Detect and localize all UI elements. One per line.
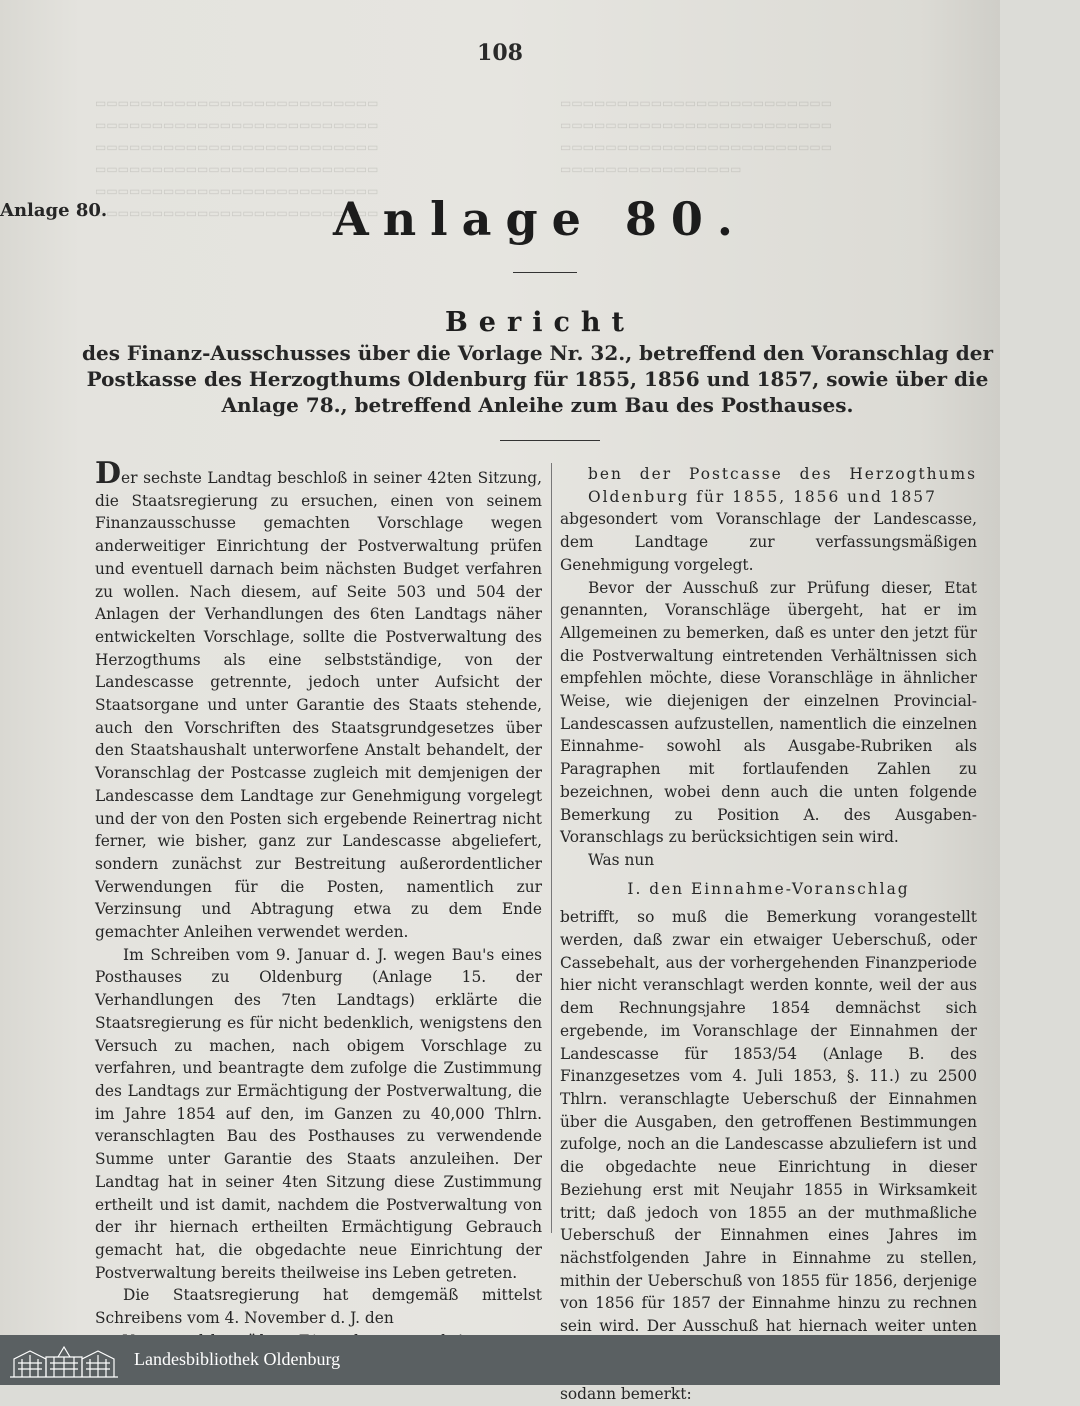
right-paragraph-3: Was nun <box>588 850 655 869</box>
left-paragraph-1 <box>95 456 542 944</box>
subtitle-rule <box>500 440 600 441</box>
footer-bar <box>0 1335 1000 1385</box>
right-paragraph-1-heading: ben der Postcasse des Herzogthums Oldenburg für 1855, 1856 und 1857 <box>588 465 977 506</box>
report-heading: Bericht <box>444 307 636 338</box>
right-paragraph-5: sodann bemerkt: <box>560 1385 692 1404</box>
page-number: 108 <box>477 40 523 66</box>
library-name[interactable]: Landesbibliothek Oldenburg <box>134 1349 341 1369</box>
bleed-through-right: ▭▭▭▭▭▭▭▭▭▭▭▭▭▭▭▭▭▭▭▭▭▭▭▭ ▭▭▭▭▭▭▭▭▭▭▭▭▭▭▭▭▭▭▭▭▭▭▭▭ ▭▭▭▭▭▭▭▭▭▭▭▭▭▭▭▭▭▭▭▭▭▭▭▭ ▭▭▭▭▭▭▭▭▭▭▭▭▭▭▭▭ <box>560 96 833 176</box>
title-rule <box>513 272 577 273</box>
drop-cap: D <box>95 456 122 491</box>
left-paragraph-2: Im Schreiben vom 9. Januar d. J. wegen Bau's eines Posthauses zu Oldenburg (Anlage 15. der Verhandlungen des 7ten Landtags) erklärte die Staatsregierung es für nicht bedenklich, wenigstens den Versuch zu machen, nach obigem Vorschlage zu verfahren, und beantragte dem zufolge die Zustimmung des Landtags zur Ermächtigung der Postverwaltung, die im Jahre 1854 auf den, im Ganzen zu 40,000 Thlrn. veranschlagten Bau des Posthauses zu verwendende Summe unter Garantie des Staats anzuleihen. Der Landtag hat in seiner 4ten Sitzung diese Zustimmung ertheilt und ist damit, nachdem die Postverwaltung von der ihr hiernach ertheilten Ermächtigung Gebrauch gemacht hat, die obgedachte neue Einrichtung der Postverwaltung bereits theilweise ins Leben getreten. <box>95 945 542 1282</box>
section-heading: I. den Einnahme-Voranschlag <box>627 879 910 898</box>
report-subtitle: des Finanz-Ausschusses über die Vorlage Nr. 32., betreffend den Voranschlag der Postkasse des Herzogthums Oldenburg für 1855, 1856 und 1857, sowie über die Anlage 78., betreffend Anleihe zum Bau des Posthauses. <box>81 341 993 417</box>
bleed-through-left: ▭▭▭▭▭▭▭▭▭▭▭▭▭▭▭▭▭▭▭▭▭▭▭▭▭ ▭▭▭▭▭▭▭▭▭▭▭▭▭▭▭▭▭▭▭▭▭▭▭▭▭ ▭▭▭▭▭▭▭▭▭▭▭▭▭▭▭▭▭▭▭▭▭▭▭▭▭ ▭▭▭▭▭▭▭▭▭▭▭▭▭▭▭▭▭▭▭▭▭▭▭▭▭ ▭▭▭▭▭▭▭▭▭▭▭▭▭▭▭▭▭▭▭▭▭▭▭▭▭ ▭▭▭▭▭▭▭▭▭▭▭▭▭▭▭▭▭▭▭▭▭▭▭▭▭ <box>95 96 379 220</box>
right-paragraph-2: Bevor der Ausschuß zur Prüfung dieser, Etat genannten, Voranschläge übergeht, hat er im Allgemeinen zu bemerken, daß es unter den jetzt für die Postverwaltung eintretenden Verhältnissen sich empfehlen möchte, diese Voranschläge in ähnlicher Weise, wie diejenigen der einzelnen Provincial-Landescassen aufzustellen, namentlich die einzelnen Einnahme- sowohl als Ausgabe-Rubriken als Paragraphen mit fortlaufenden Zahlen zu bezeichnen, wobei denn auch die unten folgende Bemerkung zu Position A. des Ausgaben-Voranschlags zu berücksichtigen sein wird. <box>560 578 977 847</box>
right-paragraph-1: abgesondert vom Voranschlage der Landescasse, dem Landtage zur verfassungsmäßigen Genehmigung vorgelegt. <box>560 510 977 574</box>
main-title: Anlage 80. <box>333 192 747 246</box>
left-paragraph-1-text: er sechste Landtag beschloß in seiner 42ten Sitzung, die Staatsregierung zu ersuchen, einen von seinem Finanzausschusse gemachten Vorschlage wegen anderweitiger Einrichtung der Postverwaltung prüfen und eventuell darnach beim nächsten Budget verfahren zu wollen. Nach diesem, auf Seite 503 und 504 der Anlagen der Verhandlungen des 6ten Landtags näher entwickelten Vorschlage, sollte die Postverwaltung des Herzogthums als eine selbstständige, von der Landescasse getrennte, jedoch unter Aufsicht der Staatsorgane und unter Garantie des Staats stehende, auch den Vorschriften des Staatsgrundgesetzes über den Staatshaushalt unterworfene Anstalt behandelt, der Voranschlag der Postcasse zugleich mit demjenigen der Landescasse dem Landtage zur Genehmigung vorgelegt und der von den Posten sich ergebende Reinertrag nicht ferner, wie bisher, ganz zur Landescasse abgeliefert, sondern zunächst zur Bestreitung außerordentlicher Verwendungen für die Posten, namentlich zur Verzinsung und Abtragung etwa zu dem Ende gemachter Anleihen verwendet werden. <box>95 469 542 942</box>
left-column <box>95 456 542 1352</box>
left-paragraph-3: Die Staatsregierung hat demgemäß mittelst Schreibens vom 4. November d. J. den <box>95 1286 542 1328</box>
right-paragraph-4: betrifft, so muß die Bemerkung vorangestellt werden, daß zwar ein etwaiger Ueberschuß, oder Cassebehalt, aus der vorhergehenden Finanzperiode hier nicht veranschlagt werden konnte, weil der aus dem Rechnungsjahre 1854 demnächst sich ergebende, im Voranschlage der Einnahmen der Landescasse für 1853/54 (Anlage B. des Finanzgesetzes vom 4. Juli 1853, §. 11.) zu 2500 Thlrn. veranschlagte Ueberschuß der Einnahmen über die Ausgaben, den getroffenen Bestimmungen zufolge, noch an die Landescasse abzuliefern ist und die obgedachte neue Einrichtung in dieser Beziehung erst mit Neujahr 1855 in Wirksamkeit tritt; daß jedoch von 1855 an der muthmaßliche Ueberschuß der Einnahmen eines Jahres im nächstfolgenden Jahre in Einnahme zu stellen, mithin der Ueberschuß von 1855 für 1856, derjenige von 1856 für 1857 der Einnahme hinzu zu rechnen sein wird. Der Ausschuß hat hiernach weiter unten <box>560 908 977 1336</box>
right-column <box>560 463 977 1406</box>
margin-label: Anlage 80. <box>0 200 108 221</box>
column-divider <box>551 463 552 1233</box>
library-building-icon <box>8 1343 120 1379</box>
